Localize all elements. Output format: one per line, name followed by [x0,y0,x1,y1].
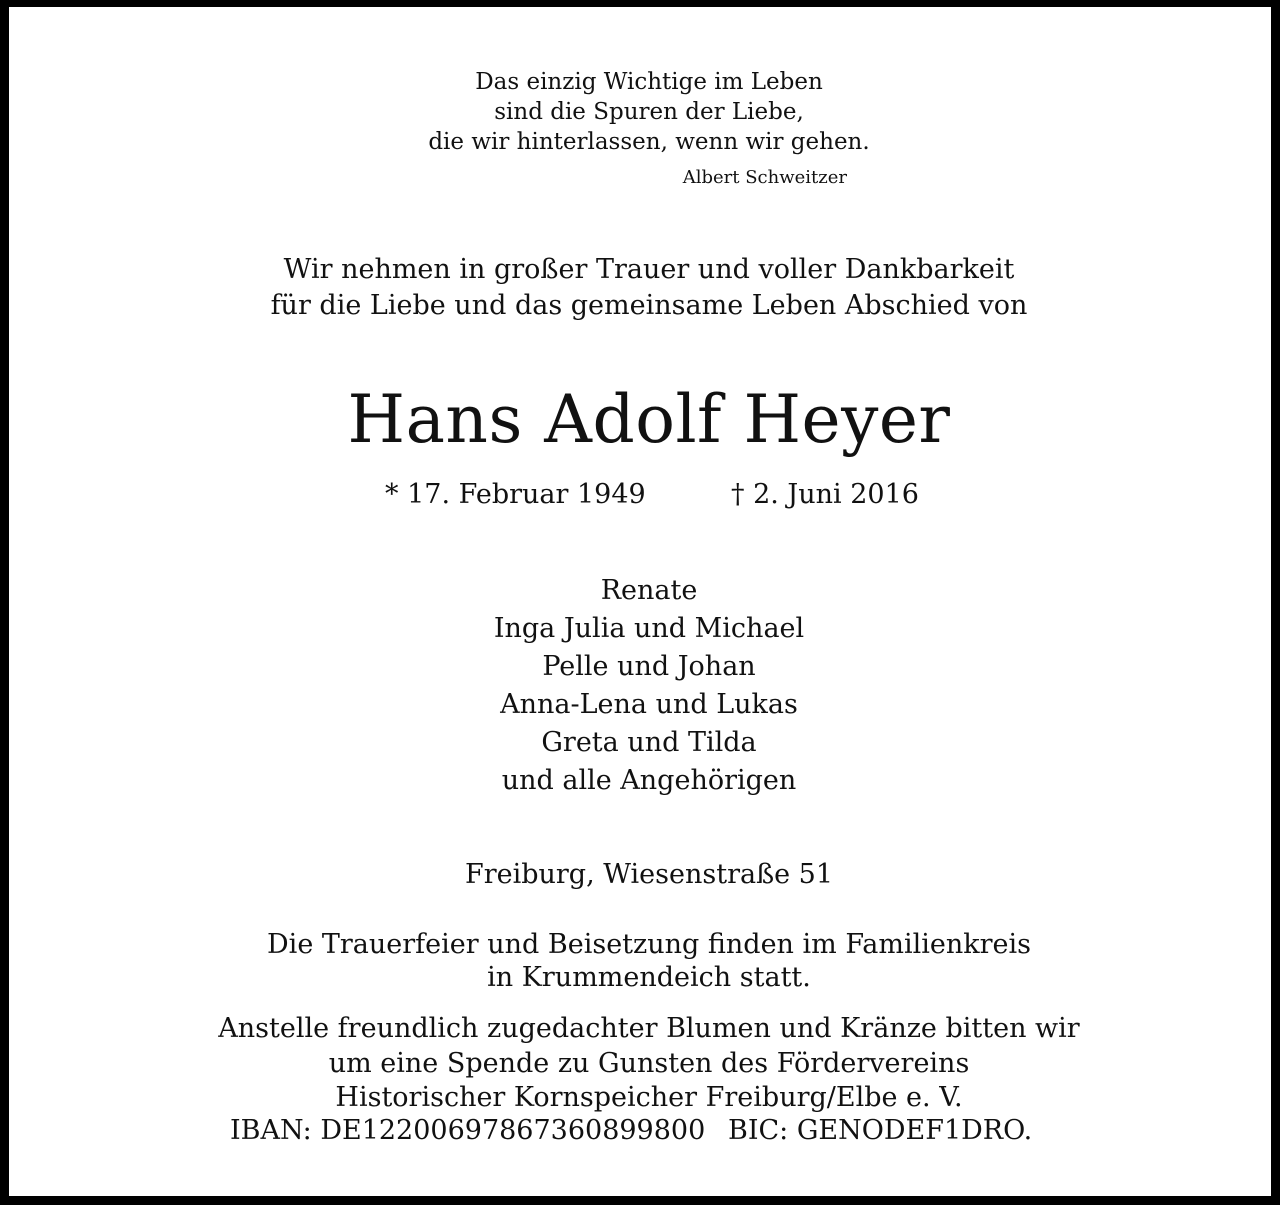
birth-date: * 17. Februar 1949 [385,479,646,510]
quote-author: Albert Schweitzer [682,167,847,188]
donation-line-2: um eine Spende zu Gunsten des Fördervereins [328,1048,970,1079]
quote-line-2: sind die Spuren der Liebe, [494,99,804,125]
iban: IBAN: DE12200697867360899800 [230,1115,706,1146]
donation-line-3: Historischer Kornspeicher Freiburg/Elbe e. V. [335,1082,963,1113]
family-member: Renate [600,575,698,606]
quote-line-3: die wir hinterlassen, wenn wir gehen. [428,129,870,155]
ceremony-line-1: Die Trauerfeier und Beisetzung finden im Familienkreis [267,929,1031,960]
donation-line-1: Anstelle freundlich zugedachter Blumen und Kränze bitten wir [218,1013,1080,1044]
quote-line-1: Das einzig Wichtige im Leben [475,69,823,95]
family-member: Anna-Lena und Lukas [500,689,798,720]
address: Freiburg, Wiesenstraße 51 [464,859,834,890]
intro-line-2: für die Liebe und das gemeinsame Leben Abschied von [270,290,1028,321]
bic: BIC: GENODEF1DRO. [728,1115,1033,1146]
family-member: und alle Angehörigen [501,765,797,796]
ceremony-line-2: in Krummendeich statt. [487,962,811,993]
intro-line-1: Wir nehmen in großer Trauer und voller Dankbarkeit [283,254,1015,285]
family-member: Greta und Tilda [541,727,757,758]
family-member: Pelle und Johan [542,651,756,682]
family-member: Inga Julia und Michael [493,613,805,644]
death-date: † 2. Juni 2016 [731,479,919,510]
deceased-name: Hans Adolf Heyer [347,381,951,458]
